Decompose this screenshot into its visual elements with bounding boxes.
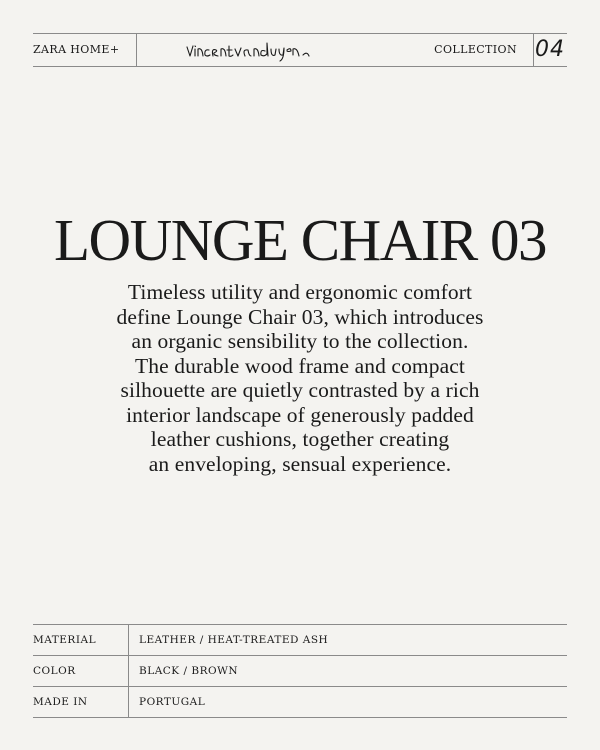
spec-row-material xyxy=(33,625,567,656)
spec-table xyxy=(33,624,567,718)
spec-value: PORTUGAL xyxy=(139,696,206,708)
description-line: define Lounge Chair 03, which introduces xyxy=(116,304,484,329)
spec-label: MATERIAL xyxy=(33,634,97,646)
header-divider xyxy=(136,34,137,66)
spec-row-made-in xyxy=(33,687,567,718)
description-paragraph xyxy=(80,280,520,476)
header-divider xyxy=(533,34,534,66)
spec-value: LEATHER / HEAT-TREATED ASH xyxy=(139,634,329,646)
description-line: an organic sensibility to the collection. xyxy=(131,329,469,353)
spec-divider xyxy=(128,625,129,655)
spec-value: BLACK / BROWN xyxy=(139,665,239,677)
spec-divider xyxy=(128,687,129,717)
designer-signature xyxy=(183,37,313,63)
issue-number: 04 xyxy=(535,37,565,62)
page-title: LOUNGE CHAIR 03 xyxy=(53,207,547,273)
spec-label: COLOR xyxy=(33,665,76,677)
description-line: silhouette are quietly contrasted by a rich xyxy=(120,378,480,402)
brand-label: ZARA HOME+ xyxy=(33,43,120,56)
header-bar xyxy=(33,33,567,67)
spec-label: MADE IN xyxy=(33,696,88,708)
description-line: Timeless utility and ergonomic comfort xyxy=(127,280,473,304)
description-line: interior landscape of generously padded xyxy=(126,402,474,427)
description-line: The durable wood frame and compact xyxy=(135,353,465,378)
spec-divider xyxy=(128,656,129,686)
description-line: leather cushions, together creating xyxy=(150,427,450,451)
description-line: an enveloping, sensual experience. xyxy=(148,451,452,476)
section-label: COLLECTION xyxy=(434,43,517,56)
spec-row-color xyxy=(33,656,567,687)
